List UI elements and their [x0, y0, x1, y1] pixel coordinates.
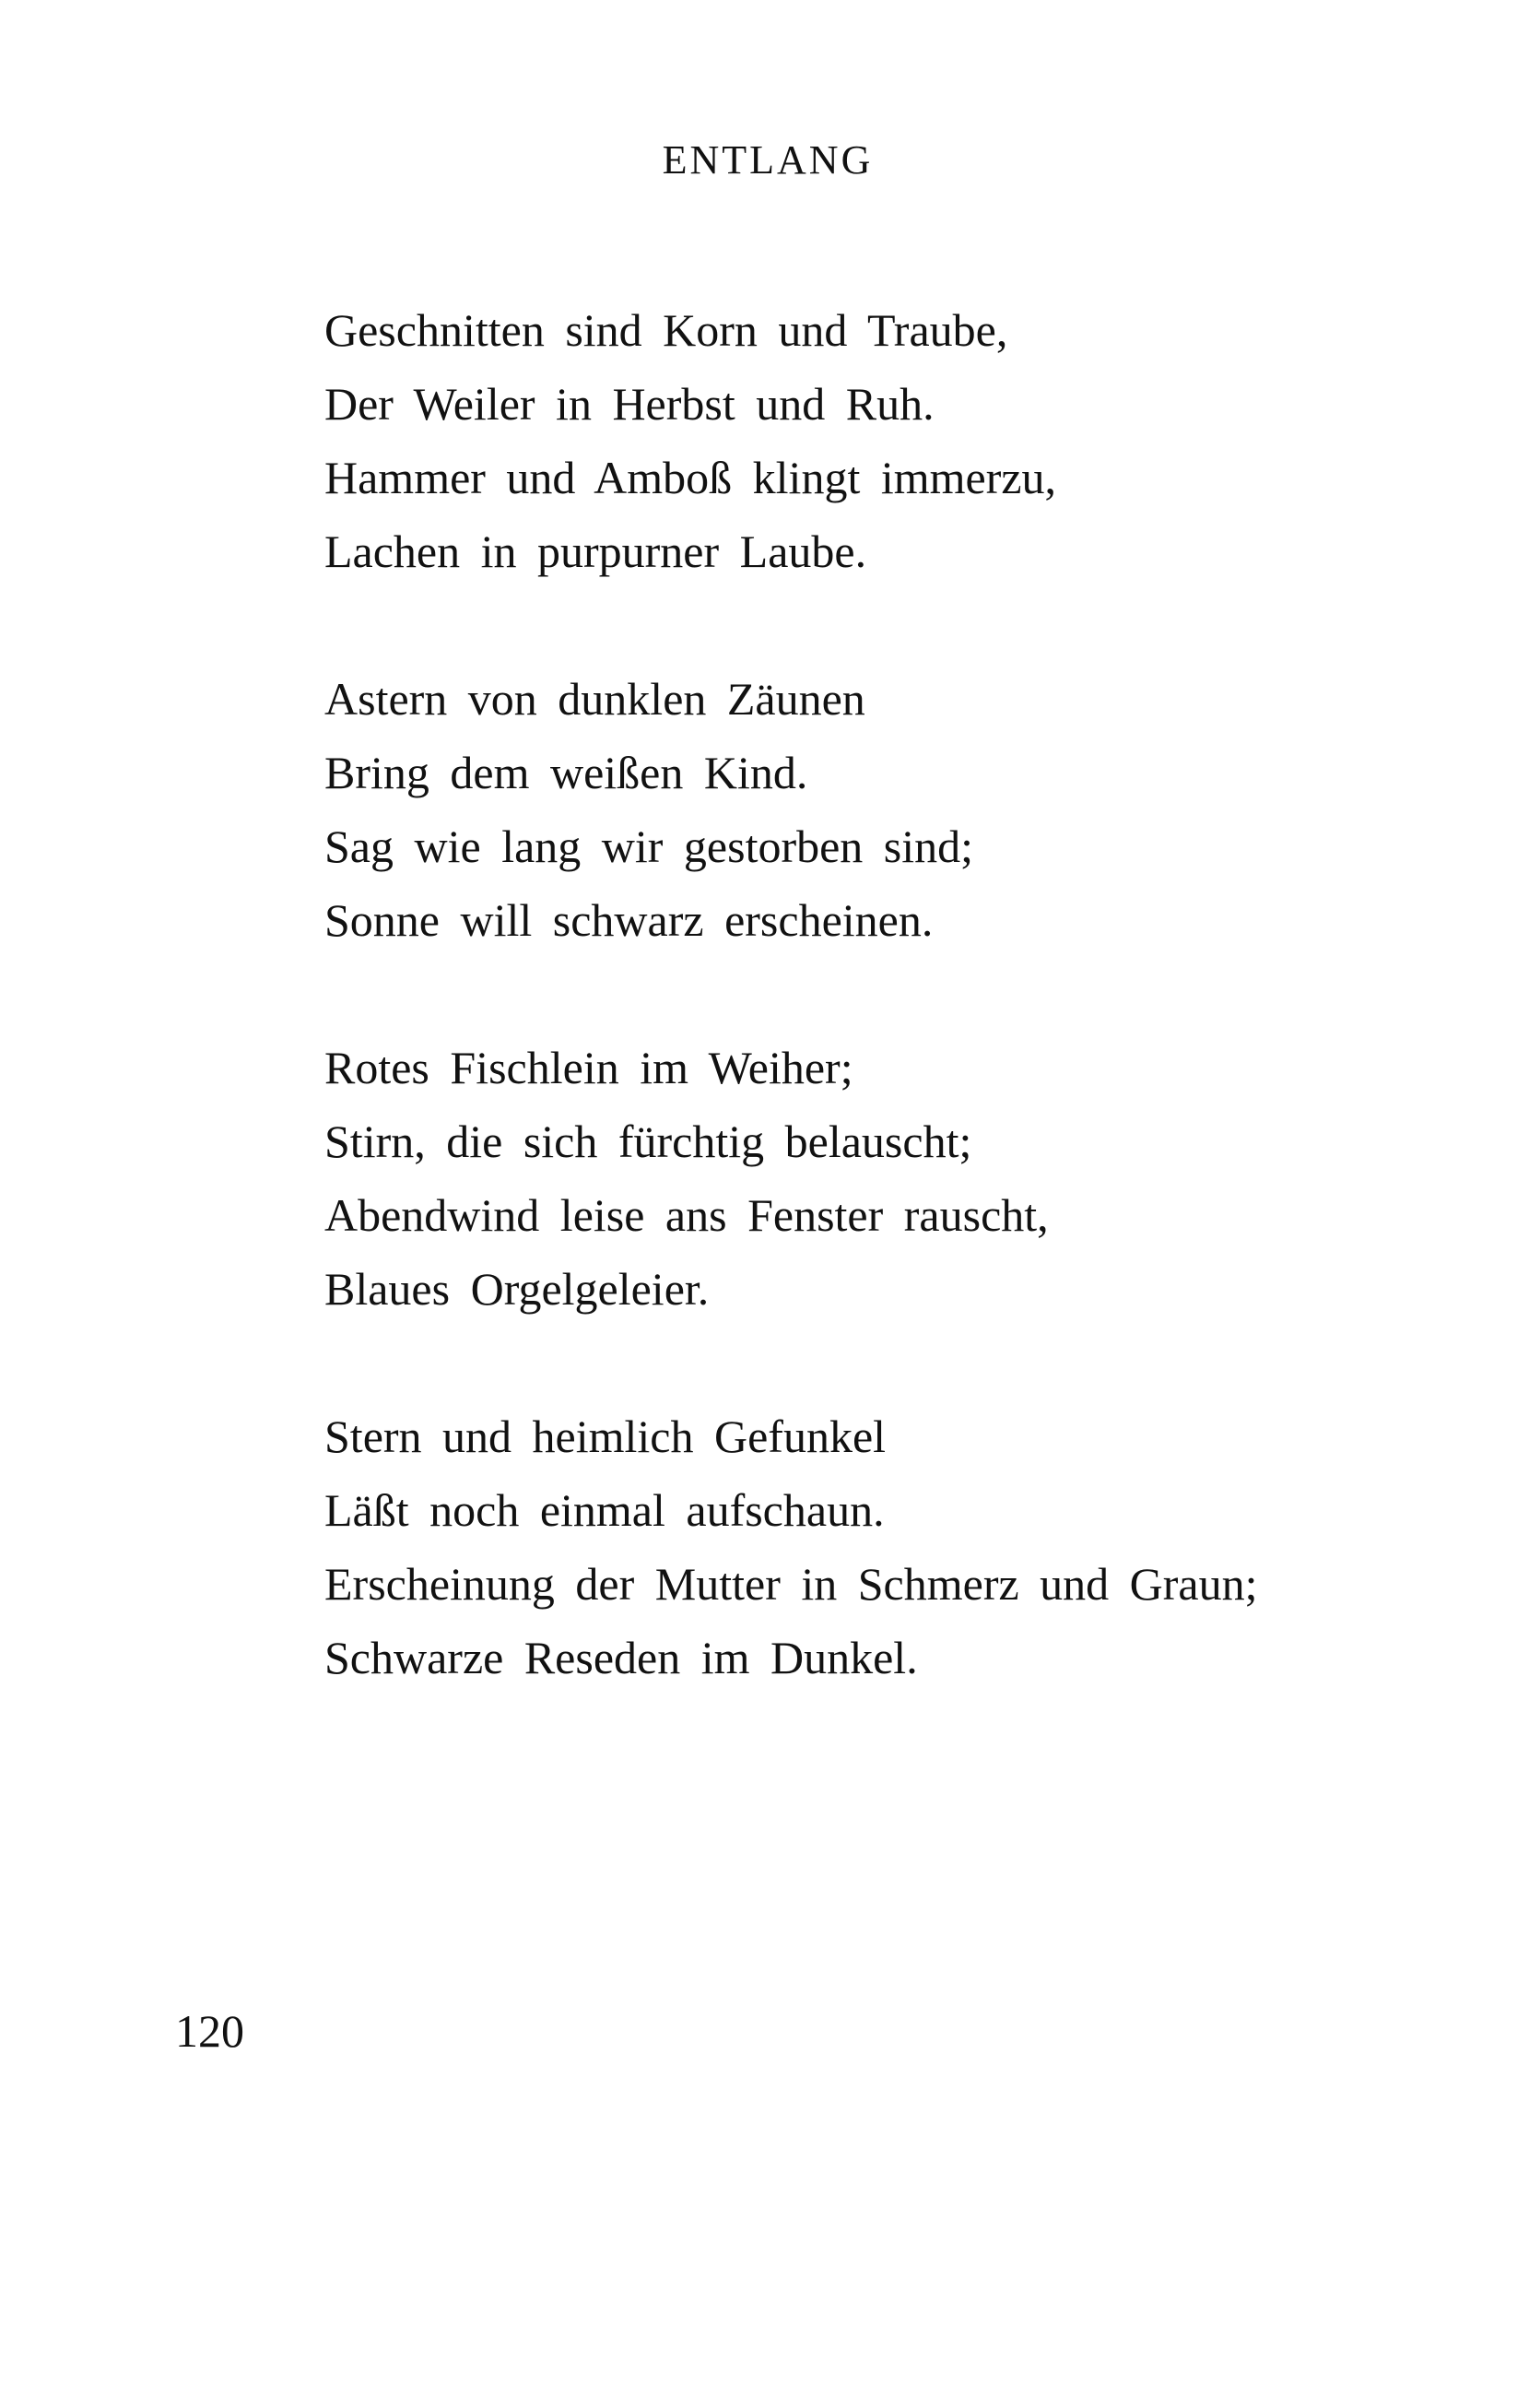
page-number: 120: [175, 2005, 244, 2057]
poem-line: Läßt noch einmal aufschaun.: [324, 1484, 885, 1536]
poem-line: Rotes Fischlein im Weiher;: [324, 1042, 853, 1093]
poem-line: Erscheinung der Mutter in Schmerz und Graun;: [324, 1558, 1258, 1610]
poem-line: Stirn, die sich fürchtig belauscht;: [324, 1115, 972, 1167]
poem-line: Hammer und Amboß klingt immerzu,: [324, 452, 1057, 503]
poem-line: Abendwind leise ans Fenster rauscht,: [324, 1189, 1049, 1241]
stanza-1: [324, 293, 1430, 588]
poem-line: Lachen in purpurner Laube.: [324, 525, 867, 577]
stanza-3: [324, 1031, 1430, 1326]
poem-body: [324, 293, 1430, 1768]
poem-line: Stern und heimlich Gefunkel: [324, 1411, 887, 1462]
stanza-2: [324, 662, 1430, 957]
poem-line: Schwarze Reseden im Dunkel.: [324, 1632, 918, 1683]
poem-line: Sonne will schwarz erscheinen.: [324, 894, 934, 946]
poem-line: Der Weiler in Herbst und Ruh.: [324, 378, 935, 430]
poem-line: Astern von dunklen Zäunen: [324, 673, 865, 725]
poem-line: Bring dem weißen Kind.: [324, 747, 808, 798]
stanza-4: [324, 1399, 1430, 1694]
poem-line: Blaues Orgelgeleier.: [324, 1263, 710, 1315]
poem-line: Geschnitten sind Korn und Traube,: [324, 304, 1008, 356]
poem-title: ENTLANG: [662, 137, 874, 183]
poem-line: Sag wie lang wir gestorben sind;: [324, 820, 974, 872]
